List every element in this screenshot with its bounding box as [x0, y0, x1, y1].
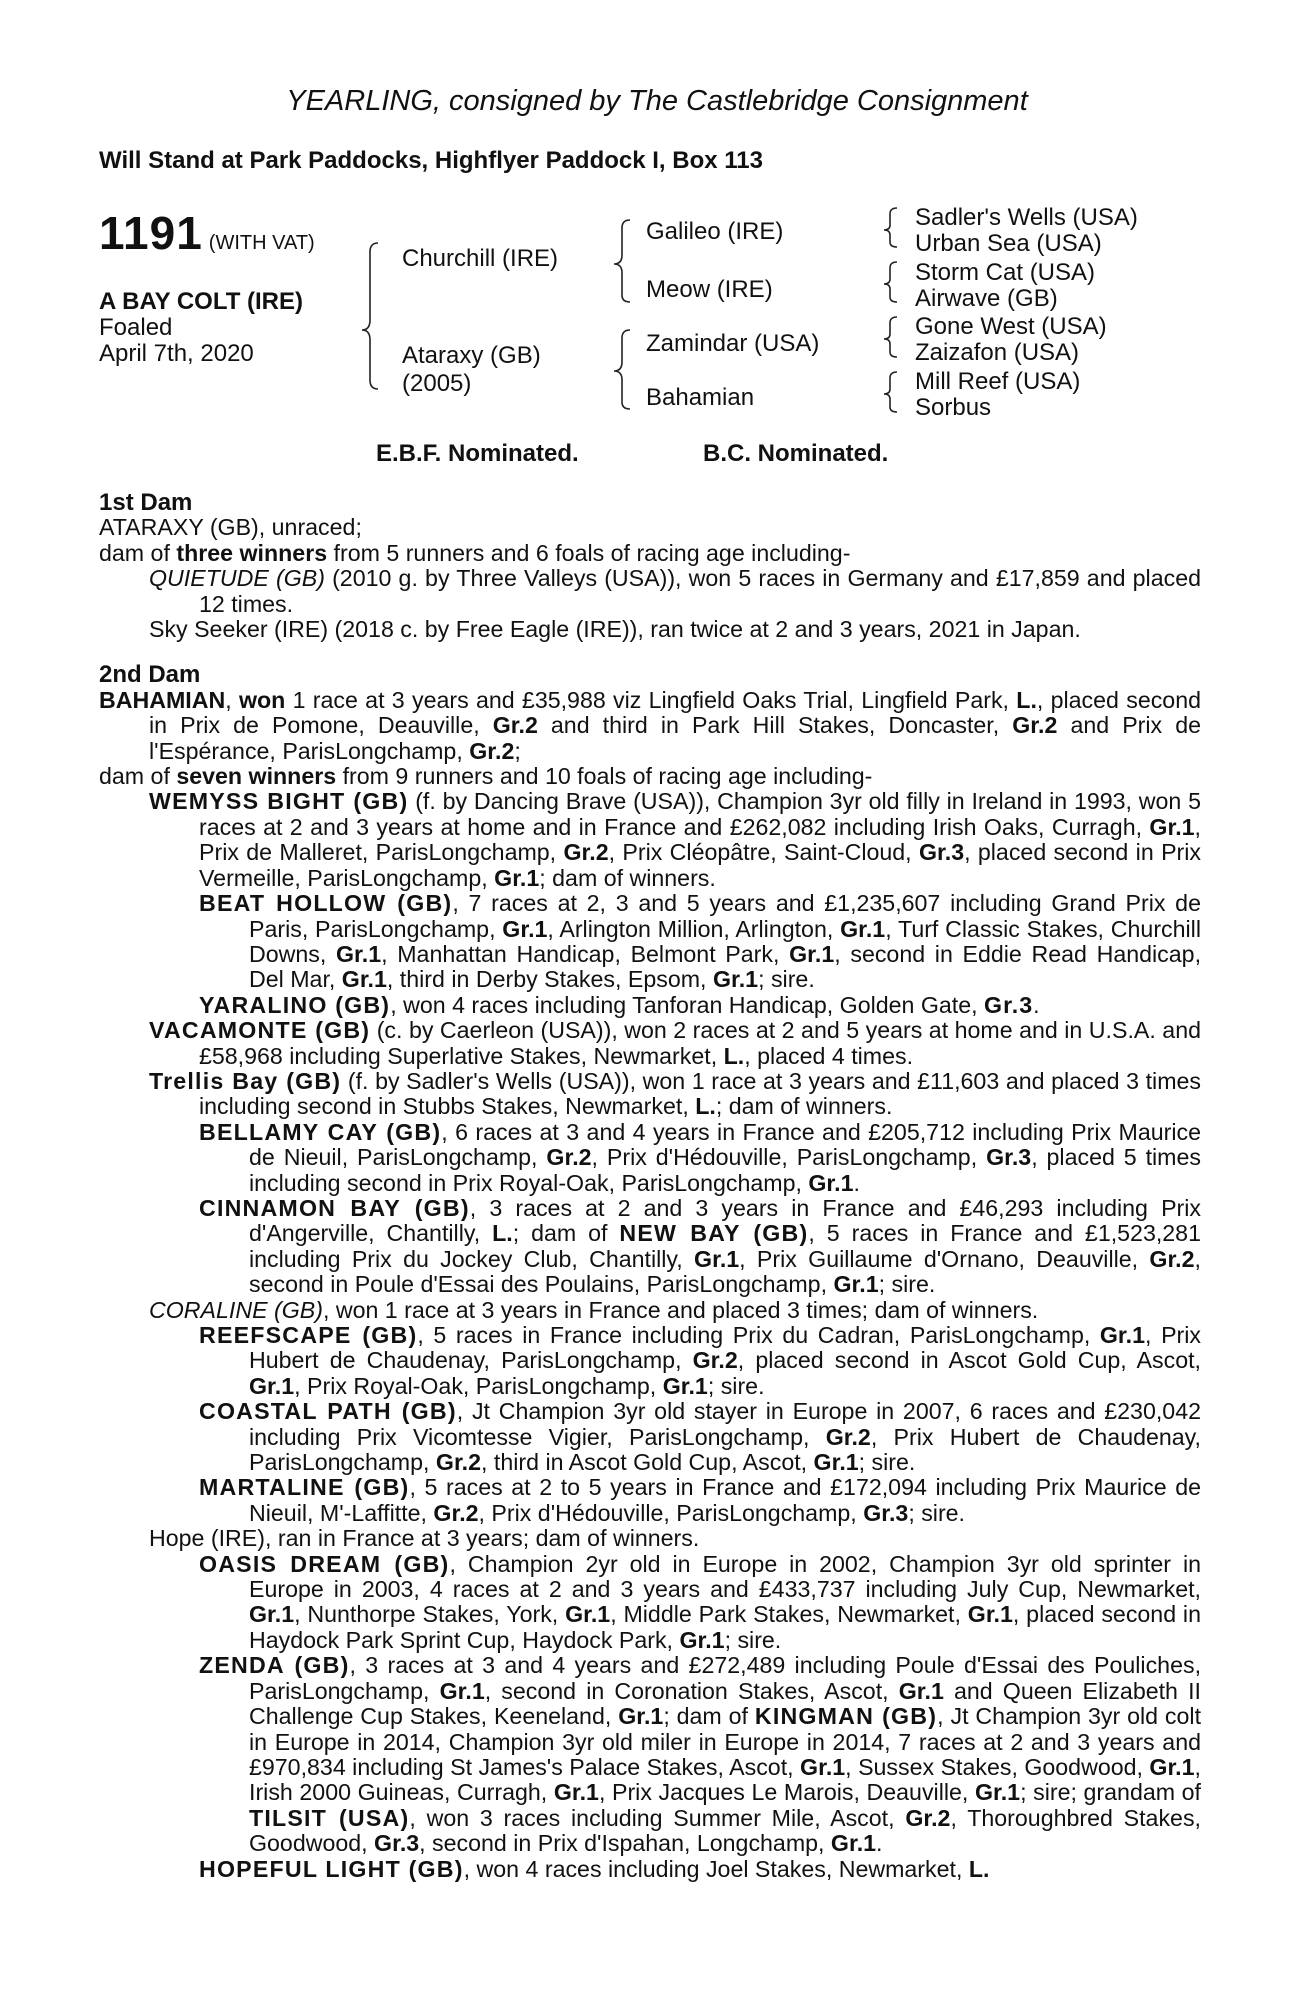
entry-trellis-bay: Trellis Bay (GB) (f. by Sadler's Wells (USA)), won 1 race at 3 years and £11,603 and placed 3 times including second in Stubbs Stakes, Newmarket, L.; dam of winners. [149, 1067, 1201, 1120]
foaled-date: April 7th, 2020 [99, 340, 254, 367]
second-dam-heading: 2nd Dam [99, 661, 201, 689]
entry-vacamonte: VACAMONTE (GB) (c. by Caerleon (USA)), won 2 races at 2 and 5 years at home and in U.S.A. and £58,968 including Superlative Stakes, Newmarket, L., placed 4 times. [149, 1017, 1201, 1069]
produce-quietude: QUIETUDE (GB) (2010 g. by Three Valleys (USA)), won 5 races in Germany and £17,859 and placed 12 times. [149, 565, 1201, 617]
pedigree-g3-6: Zaizafon (USA) [915, 339, 1080, 366]
pedigree-g3-1: Sadler's Wells (USA) [915, 204, 1138, 231]
pedigree-sire-dam: Meow (IRE) [646, 276, 773, 303]
pedigree-g3-5: Gone West (USA) [915, 313, 1107, 340]
pedigree-dam-sire: Zamindar (USA) [646, 330, 820, 357]
pedigree-g3-7: Mill Reef (USA) [915, 368, 1081, 395]
entry-bellamy-cay: BELLAMY CAY (GB), 6 races at 3 and 4 years in France and £205,712 including Prix Maurice de Nieuil, ParisLongchamp, Gr.2, Prix d'Hédouville, ParisLongchamp, Gr.3, placed 5 times including second in Prix Royal-Oak, ParisLongchamp, Gr.1. [199, 1118, 1201, 1196]
bc-nomination: B.C. Nominated. [703, 440, 889, 467]
pedigree-sire-sire: Galileo (IRE) [646, 218, 784, 245]
entry-coraline: CORALINE (GB), won 1 race at 3 years in France and placed 3 times; dam of winners. [149, 1296, 1039, 1323]
entry-cinnamon-bay: CINNAMON BAY (GB), 3 races at 2 and 3 years in France and £46,293 including Prix d'Angerville, Chantilly, L.; dam of NEW BAY (GB), 5 races in France and £1,523,281 including Prix du Jockey Club, Chantilly, Gr.1, Prix Guillaume d'Ornano, Deauville, Gr.2, second in Poule d'Essai des Poulains, ParisLongchamp, Gr.1; sire. [199, 1194, 1201, 1298]
entry-martaline: MARTALINE (GB), 5 races at 2 to 5 years in France and £172,094 including Prix Maurice de Nieuil, M'-Laffitte, Gr.2, Prix d'Hédouville, ParisLongchamp, Gr.3; sire. [199, 1474, 1201, 1526]
entry-yaralino: YARALINO (GB), won 4 races including Tanforan Handicap, Golden Gate, Gr.3. [199, 991, 1040, 1018]
first-dam-produce: dam of three winners from 5 runners and 6 foals of racing age including- [99, 539, 851, 566]
second-dam-produce: dam of seven winners from 9 runners and 10 foals of racing age including- [99, 763, 873, 790]
entry-beat-hollow: BEAT HOLLOW (GB), 7 races at 2, 3 and 5 years and £1,235,607 including Grand Prix de Paris, ParisLongchamp, Gr.1, Arlington Million, Arlington, Gr.1, Turf Classic Stakes, Churchill Downs, Gr.1, Manhattan Handicap, Belmont Park, Gr.1, second in Eddie Read Handicap, Del Mar, Gr.1, third in Derby Stakes, Epsom, Gr.1; sire. [199, 890, 1202, 993]
entry-wemyss-bight: WEMYSS BIGHT (GB) (f. by Dancing Brave (USA)), Champion 3yr old filly in Ireland in 1993, won 5 races at 2 and 3 years at home and in France and £262,082 including Irish Oaks, Curragh, Gr.1, Prix de Malleret, ParisLongchamp, Gr.2, Prix Cléopâtre, Saint-Cloud, Gr.3, placed second in Prix Vermeille, ParisLongchamp, Gr.1; dam of winners. [149, 788, 1202, 891]
pedigree-g3-4: Airwave (GB) [915, 285, 1058, 312]
pedigree-g3-2: Urban Sea (USA) [915, 230, 1102, 257]
first-dam-heading: 1st Dam [99, 489, 193, 516]
entry-oasis-dream: OASIS DREAM (GB), Champion 2yr old in Europe in 2002, Champion 3yr old sprinter in Europe in 2003, 4 races at 2 and 3 years and £433,737 including July Cup, Newmarket, Gr.1, Nunthorpe Stakes, York, Gr.1, Middle Park Stakes, Newmarket, Gr.1, placed second in Haydock Park Sprint Cup, Haydock Park, Gr.1; sire. [199, 1550, 1202, 1653]
entry-hopeful-light: HOPEFUL LIGHT (GB), won 4 races including Joel Stakes, Newmarket, L. [199, 1855, 990, 1882]
entry-coastal-path: COASTAL PATH (GB), Jt Champion 3yr old stayer in Europe in 2007, 6 races and £230,042 including Prix Vicomtesse Vigier, ParisLongchamp, Gr.2, Prix Hubert de Chaudenay, ParisLongchamp, Gr.2, third in Ascot Gold Cup, Ascot, Gr.1; sire. [199, 1398, 1201, 1476]
pedigree-dam-year: (2005) [402, 370, 472, 397]
pedigree-sire: Churchill (IRE) [402, 245, 559, 272]
pedigree-g3-8: Sorbus [915, 394, 992, 421]
entry-zenda: ZENDA (GB), 3 races at 3 and 4 years and £272,489 including Poule d'Essai des Pouliches, ParisLongchamp, Gr.1, second in Coronation Stakes, Ascot, Gr.1 and Queen Elizabeth II Challenge Cup Stakes, Keeneland, Gr.1; dam of KINGMAN (GB), Jt Champion 3yr old colt in Europe in 2014, Champion 3yr old miler in Europe in 2014, 7 races at 2 and 3 years and £970,834 including St James's Palace Stakes, Ascot, Gr.1, Sussex Stakes, Goodwood, Gr.1, Irish 2000 Guineas, Curragh, Gr.1, Prix Jacques Le Marois, Deauville, Gr.1; sire; grandam of TILSIT (USA), won 3 races including Summer Mile, Ascot, Gr.2, Thoroughbred Stakes, Goodwood, Gr.3, second in Prix d'Ispahan, Longchamp, Gr.1. [199, 1652, 1202, 1857]
pedigree-g3-3: Storm Cat (USA) [915, 259, 1096, 286]
pedigree-dam: Ataraxy (GB) [402, 342, 541, 369]
vat-label: (WITH VAT) [208, 232, 315, 254]
lot-number: 1191 [99, 207, 203, 259]
entry-reefscape: REEFSCAPE (GB), 5 races in France including Prix du Cadran, ParisLongchamp, Gr.1, Prix Hubert de Chaudenay, ParisLongchamp, Gr.2, placed second in Ascot Gold Cup, Ascot, Gr.1, Prix Royal-Oak, ParisLongchamp, Gr.1; sire. [199, 1322, 1201, 1399]
horse-name: A BAY COLT (IRE) [99, 288, 304, 315]
entry-hope: Hope (IRE), ran in France at 3 years; dam of winners. [149, 1525, 700, 1552]
first-dam-line: ATARAXY (GB), unraced; [99, 514, 362, 541]
catalogue-header: YEARLING, consigned by The Castlebridge Consignment [286, 85, 1028, 117]
produce-sky-seeker: Sky Seeker (IRE) (2018 c. by Free Eagle (IRE)), ran twice at 2 and 3 years, 2021 in Japan. [149, 616, 1081, 643]
ebf-nomination: E.B.F. Nominated. [376, 440, 579, 467]
pedigree-details [99, 490, 1201, 1882]
stand-location: Will Stand at Park Paddocks, Highflyer Paddock I, Box 113 [99, 147, 763, 174]
pedigree-dam-dam: Bahamian [646, 384, 755, 411]
foaled-label: Foaled [99, 314, 173, 341]
second-dam-record: BAHAMIAN, won 1 race at 3 years and £35,988 viz Lingfield Oaks Trial, Lingfield Park, L., placed second in Prix de Pomone, Deauville, Gr.2 and third in Park Hill Stakes, Doncaster, Gr.2 and Prix de l'Espérance, ParisLongchamp, Gr.2; [99, 686, 1201, 764]
